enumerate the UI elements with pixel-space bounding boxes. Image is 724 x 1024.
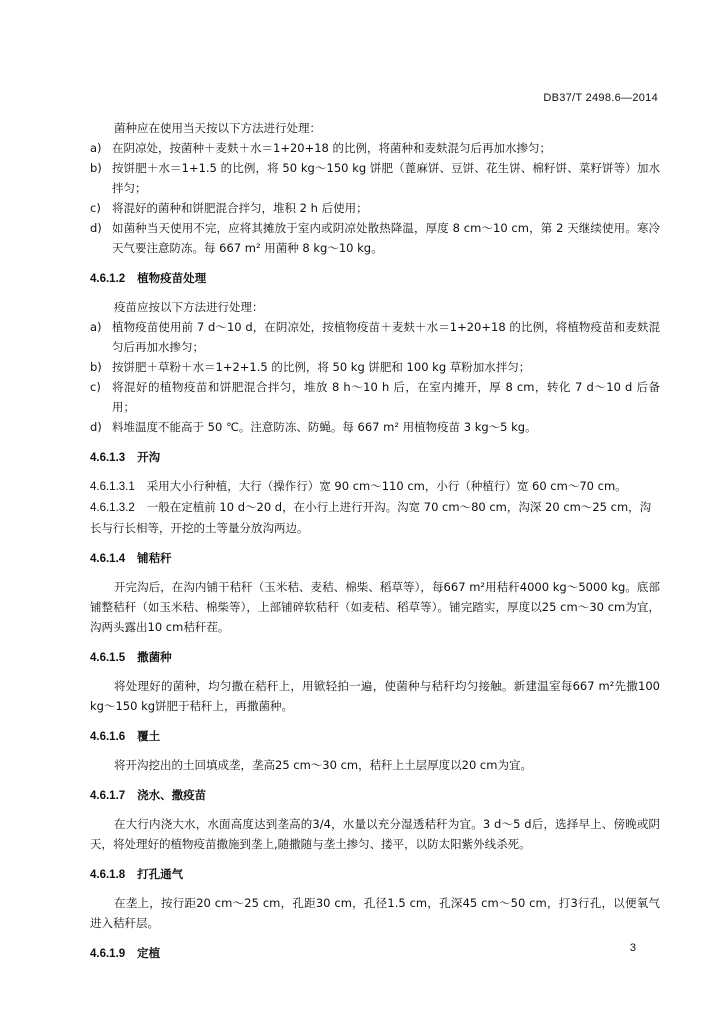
list-item: a) 植物疫苗使用前 7 d～10 d，在阴凉处，按植物疫苗＋麦麸＋水＝1+20+18 的比例，将植物疫苗和麦麸混匀后再加水掺匀；	[90, 320, 660, 354]
list-item: c) 将混好的菌种和饼肥混合拌匀，堆积 2 h 后使用；	[90, 201, 368, 215]
list-item: a) 在阴凉处，按菌种＋麦麸＋水＝1+20+18 的比例，将菌种和麦麸混匀后再加水掺匀；	[90, 141, 552, 155]
list-item: d) 如菌种当天使用不完，应将其摊放于室内或阴凉处散热降温，厚度 8 cm～10 cm，第 2 天继续使用。寒冷天气要注意防冻。每 667 m² 用菌种 8 kg～10 kg。	[90, 221, 660, 255]
list-item: b) 按饼肥＋草粉＋水＝1+2+1.5 的比例，将 50 kg 饼肥和 100 kg 草粉加水拌匀；	[90, 360, 531, 374]
doc-code: DB37/T 2498.6—2014	[543, 92, 658, 104]
list-item: c) 将混好的植物疫苗和饼肥混合拌匀，堆放 8 h～10 h 后，在室内摊开，厚 8 cm，转化 7 d～10 d 后备用；	[90, 380, 660, 414]
list-item: b) 按饼肥＋水＝1+1.5 的比例，将 50 kg～150 kg 饼肥（蓖麻饼、豆饼、花生饼、棉籽饼、菜籽饼等）加水拌匀；	[90, 161, 660, 195]
section-heading-4612: 4.6.1.2 植物疫苗处理	[90, 271, 207, 285]
list-item: d) 料堆温度不能高于 50 ℃。注意防冻、防蝇。每 667 m² 用植物疫苗 3 kg～5 kg。	[90, 420, 537, 434]
clause-46132: 4.6.1.3.2 一般在定植前 10 d～20 d，在小行上进行开沟。沟宽 70 cm～80 cm，沟深 20 cm～25 cm，沟长与行长相等，开挖的土等量分放沟两边。	[90, 500, 652, 535]
paragraph-4615: 将处理好的菌种，均匀撒在秸秆上，用锨轻拍一遍，使菌种与秸秆均匀接触。新建温室每667 m²先撒100 kg～150 kg饼肥于秸秆上，再撒菌种。	[90, 679, 660, 713]
page-number: 3	[629, 942, 636, 954]
paragraph-4618: 在垄上，按行距20 cm～25 cm，孔距30 cm，孔径1.5 cm，孔深45 cm～50 cm，打3行孔，以便氧气进入秸秆层。	[90, 896, 660, 930]
section-a-intro: 菌种应在使用当天按以下方法进行处理：	[114, 121, 321, 135]
paragraph-4616: 将开沟挖出的土回填成垄，垄高25 cm～30 cm，秸秆上土层厚度以20 cm为宜。	[114, 758, 532, 772]
section-heading-4614: 4.6.1.4 铺秸秆	[90, 551, 172, 565]
clause-46131: 4.6.1.3.1 采用大小行种植，大行（操作行）宽 90 cm～110 cm，小行（种植行）宽 60 cm～70 cm。	[90, 479, 627, 493]
paragraph-4617: 在大行内浇大水，水面高度达到垄高的3/4，水量以充分湿透秸秆为宜。3 d～5 d后，选择早上、傍晚或阴天，将处理好的植物疫苗撒施到垄上,随撒随与垄土掺匀、搂平，以防太阳紫外线杀死。	[90, 817, 660, 851]
section-heading-4617: 4.6.1.7 浇水、撒疫苗	[90, 788, 207, 802]
document-body	[90, 118, 660, 972]
section-heading-4616: 4.6.1.6 覆土	[90, 729, 161, 743]
paragraph-4614: 开完沟后，在沟内铺干秸秆（玉米秸、麦秸、棉柴、稻草等），每667 m²用秸秆4000 kg～5000 kg。底部铺整秸秆（如玉米秸、棉柴等），上部铺碎软秸秆（如麦秸、稻草等）。铺完踏实，厚度以25 cm～30 cm为宜，沟两头露出10 cm秸秆茬。	[90, 580, 660, 634]
section-heading-4619: 4.6.1.9 定植	[90, 946, 161, 960]
section-heading-4613: 4.6.1.3 开沟	[90, 450, 161, 464]
section-heading-4615: 4.6.1.5 撒菌种	[90, 650, 172, 664]
section-heading-4618: 4.6.1.8 打孔通气	[90, 867, 184, 881]
section-b-intro: 疫苗应按以下方法进行处理：	[114, 300, 264, 314]
